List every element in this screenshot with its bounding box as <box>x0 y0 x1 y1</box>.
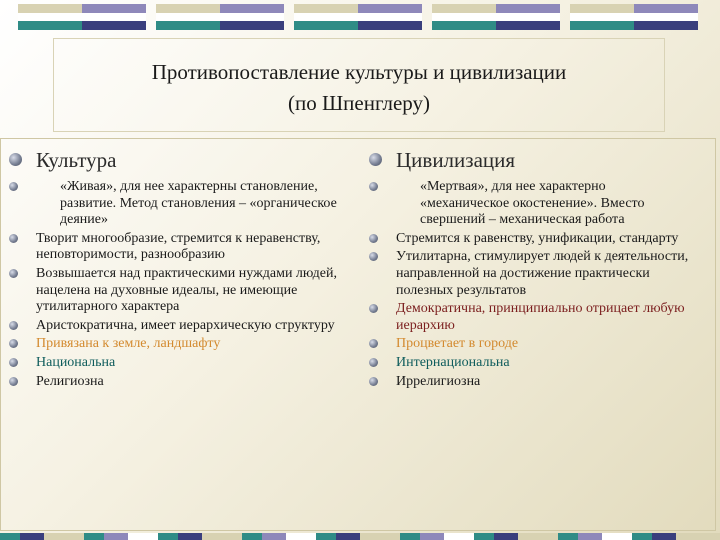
decorative-stripe <box>294 21 358 30</box>
list-item <box>9 231 345 264</box>
list-item-text: Стремится к равенству, унификации, стандарту <box>396 230 679 246</box>
decorative-stripe <box>44 533 84 540</box>
decorative-stripe <box>294 4 358 13</box>
list-item-text: Национальна <box>36 354 116 370</box>
bullet-icon <box>9 339 18 348</box>
decorative-stripe <box>202 533 242 540</box>
decorative-bottom-bar <box>0 533 720 540</box>
list-item-text: Утилитарна, стимулирует людей к деятельности, направленной на достижение практически полезных результатов <box>396 249 689 298</box>
decorative-stripe <box>358 4 422 13</box>
decorative-stripe <box>156 21 220 30</box>
decorative-stripe <box>634 21 698 30</box>
decorative-stripe <box>128 533 158 540</box>
decorative-stripe <box>294 13 358 21</box>
list-item <box>369 249 697 299</box>
decorative-stripe <box>602 533 632 540</box>
decorative-block <box>570 4 698 30</box>
decorative-stripe <box>18 13 82 21</box>
list-item <box>9 318 345 335</box>
decorative-stripe <box>632 533 652 540</box>
decorative-block <box>156 4 284 30</box>
list-item-text: Религиозна <box>36 373 104 389</box>
decorative-stripe <box>578 533 602 540</box>
decorative-stripe <box>156 4 220 13</box>
bullet-icon <box>9 182 18 191</box>
decorative-block <box>18 4 146 30</box>
decorative-stripe <box>432 13 496 21</box>
decorative-stripe <box>652 533 676 540</box>
civilization-column <box>369 147 697 392</box>
list-item-text: «Живая», для нее характерны становление, развитие. Метод становления – «органическое деяние» <box>60 179 337 228</box>
list-item <box>9 355 345 372</box>
decorative-stripe <box>474 533 494 540</box>
decorative-stripe <box>242 533 262 540</box>
civilization-items <box>369 179 697 390</box>
decorative-stripe <box>420 533 444 540</box>
decorative-stripe <box>82 13 146 21</box>
decorative-stripe <box>676 533 720 540</box>
list-item <box>369 374 697 391</box>
culture-column <box>9 147 345 392</box>
decorative-stripe <box>316 533 336 540</box>
list-item-text: Творит многообразие, стремится к неравенству, неповторимости, разнообразию <box>36 230 321 263</box>
decorative-stripe <box>158 533 178 540</box>
list-item-text: Привязана к земле, ландшафту <box>36 336 221 352</box>
list-item <box>369 336 697 353</box>
decorative-stripe <box>400 533 420 540</box>
bullet-icon <box>369 252 378 261</box>
decorative-stripe <box>494 533 518 540</box>
comparison-table <box>0 138 716 531</box>
culture-items <box>9 179 345 390</box>
list-item <box>369 301 697 334</box>
list-item <box>9 374 345 391</box>
decorative-stripe <box>432 4 496 13</box>
bullet-icon <box>369 377 378 386</box>
decorative-stripe <box>358 21 422 30</box>
civilization-heading <box>369 147 697 173</box>
decorative-stripe <box>18 21 82 30</box>
decorative-stripe <box>156 13 220 21</box>
list-item-text: «Мертвая», для нее характерно «механическое окостенение». Вместо свершений – механическая работа <box>420 179 645 228</box>
bullet-icon <box>369 304 378 313</box>
slide-title <box>53 38 665 132</box>
list-item-text: Возвышается над практическими нуждами людей, нацелена на духовные идеалы, не имеющие утилитарного характера <box>36 265 337 315</box>
decorative-stripe <box>570 13 634 21</box>
decorative-stripe <box>634 13 698 21</box>
bullet-icon <box>9 377 18 386</box>
list-item-text: Аристократична, имеет иерархическую структуру <box>36 317 335 333</box>
decorative-stripe <box>570 4 634 13</box>
list-item <box>9 179 345 229</box>
decorative-block <box>432 4 560 30</box>
bullet-icon <box>9 153 22 166</box>
decorative-stripe <box>496 4 560 13</box>
decorative-stripe <box>336 533 360 540</box>
decorative-stripe <box>18 4 82 13</box>
decorative-stripe <box>20 533 44 540</box>
bullet-icon <box>9 234 18 243</box>
list-item <box>9 266 345 316</box>
bullet-icon <box>369 153 382 166</box>
decorative-stripe <box>220 13 284 21</box>
bullet-icon <box>369 234 378 243</box>
decorative-stripe <box>262 533 286 540</box>
decorative-stripe <box>360 533 400 540</box>
list-item <box>369 355 697 372</box>
decorative-stripe <box>178 533 202 540</box>
bullet-icon <box>9 321 18 330</box>
title-line-2: (по Шпенглеру) <box>287 91 431 115</box>
decorative-stripe <box>358 13 422 21</box>
bullet-icon <box>369 339 378 348</box>
list-item <box>9 336 345 353</box>
decorative-stripe <box>570 21 634 30</box>
decorative-stripe <box>82 4 146 13</box>
list-item-text: Иррелигиозна <box>396 373 481 389</box>
decorative-stripe <box>82 21 146 30</box>
bullet-icon <box>369 358 378 367</box>
decorative-stripe <box>220 4 284 13</box>
title-line-1: Противопоставление культуры и цивилизации <box>151 60 567 84</box>
list-item-text: Демократична, принципиально отрицает любую иерархию <box>396 301 685 333</box>
decorative-stripe <box>444 533 474 540</box>
bullet-icon <box>9 269 18 278</box>
list-item <box>369 179 697 229</box>
decorative-stripe <box>558 533 578 540</box>
decorative-stripe <box>496 13 560 21</box>
decorative-stripe <box>518 533 558 540</box>
bullet-icon <box>9 358 18 367</box>
culture-heading <box>9 147 345 173</box>
decorative-stripe <box>220 21 284 30</box>
decorative-block <box>294 4 422 30</box>
civilization-heading-text: Цивилизация <box>396 148 516 172</box>
decorative-stripe <box>84 533 104 540</box>
decorative-stripe <box>0 533 20 540</box>
decorative-stripe <box>286 533 316 540</box>
decorative-top-bar <box>0 0 720 36</box>
decorative-stripe <box>496 21 560 30</box>
decorative-stripe <box>432 21 496 30</box>
decorative-stripe <box>634 4 698 13</box>
list-item-text: Интернациональна <box>396 354 510 370</box>
decorative-stripe <box>104 533 128 540</box>
culture-heading-text: Культура <box>36 148 117 172</box>
list-item <box>369 231 697 248</box>
bullet-icon <box>369 182 378 191</box>
list-item-text: Процветает в городе <box>396 336 519 352</box>
